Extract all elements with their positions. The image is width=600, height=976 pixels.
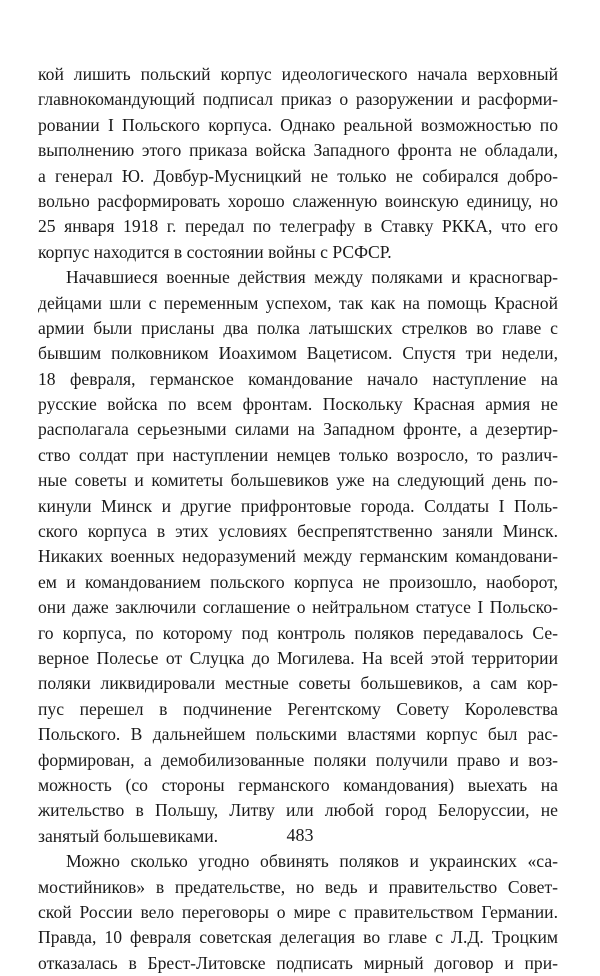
text-line: вольно расформировать хорошо слаженную воинскую единицу, но	[38, 190, 558, 211]
text-line: можность (со стороны германского командования) выехать на	[38, 774, 558, 795]
text-line: пус перешел в подчинение Регентскому Совету Королевства	[38, 698, 558, 719]
text-line: 18 февраля, германское командование начало наступление на	[38, 368, 558, 389]
text-line: кинули Минск и другие прифронтовые города. Солдаты I Поль-	[38, 495, 558, 516]
text-line: 25 января 1918 г. передал по телеграфу в Ставку РККА, что его	[38, 216, 558, 237]
text-line: ровании I Польского корпуса. Однако реальной возможностью по	[38, 114, 558, 135]
text-line: Начавшиеся военные действия между поляками и красногвар-	[66, 267, 558, 288]
text-line: армии были присланы два полка латышских стрелков во главе с	[38, 317, 558, 338]
text-line: а генерал Ю. Довбур-Мусницкий не только не собирался добро-	[38, 165, 558, 186]
text-line: ем и командованием польского корпуса не произошло, наоборот,	[38, 571, 558, 592]
text-line: Можно сколько угодно обвинять поляков и украинских «са-	[66, 851, 558, 872]
text-line: ской России вело переговоры о мире с правительством Германии.	[38, 901, 558, 922]
text-line: дейцами шли с переменным успехом, так как на помощь Красной	[38, 292, 558, 313]
text-line: поляки ликвидировали местные советы большевиков, а сам кор-	[38, 673, 558, 694]
paragraph	[38, 265, 558, 849]
text-line: го корпуса, по которому под контроль поляков передавалось Се-	[38, 622, 558, 643]
text-line: Польского. В дальнейшем польскими властями корпус был рас-	[38, 724, 558, 745]
text-line: они даже заключили соглашение о нейтральном статусе I Польско-	[38, 597, 558, 618]
page-number: 483	[286, 825, 314, 845]
text-line: жительство в Польшу, Литву или любой город Белоруссии, не	[38, 800, 558, 821]
text-line: занятый большевиками.	[38, 825, 219, 846]
text-line: ского корпуса в этих условиях беспрепятственно заняли Минск.	[38, 521, 558, 542]
text-line: мостийников» в предательстве, но ведь и правительство Совет-	[38, 876, 558, 897]
text-line: бывшим полковником Иоахимом Вацетисом. Спустя три недели,	[38, 343, 558, 364]
text-line: выполнению этого приказа войска Западного фронта не обладали,	[38, 140, 558, 161]
text-line: верное Полесье от Слуцка до Могилева. На всей этой территории	[38, 647, 558, 668]
text-line: располагала серьезными силами на Западном фронте, а дезертир-	[38, 419, 558, 440]
paragraph	[38, 849, 558, 976]
text-line: корпус находится в состоянии войны с РСФСР.	[38, 241, 392, 262]
text-line: ные советы и комитеты большевиков уже на следующий день по-	[38, 470, 558, 491]
text-line: ство солдат при наступлении немцев только возросло, то различ-	[38, 444, 558, 465]
text-line: Никаких военных недоразумений между германским командовани-	[38, 546, 558, 567]
text-line: формирован, а демобилизованные поляки получили право и воз-	[38, 749, 558, 770]
text-line: главнокомандующий подписал приказ о разоружении и расформи-	[38, 89, 558, 110]
text-line: русские войска по всем фронтам. Поскольку Красная армия не	[38, 394, 558, 415]
text-line: отказалась в Брест-Литовске подписать мирный договор и при-	[38, 952, 558, 973]
paragraph	[38, 62, 558, 265]
text-line: Правда, 10 февраля советская делегация во главе с Л.Д. Троцким	[38, 927, 558, 948]
text-line: кой лишить польский корпус идеологического начала верховный	[38, 64, 558, 84]
